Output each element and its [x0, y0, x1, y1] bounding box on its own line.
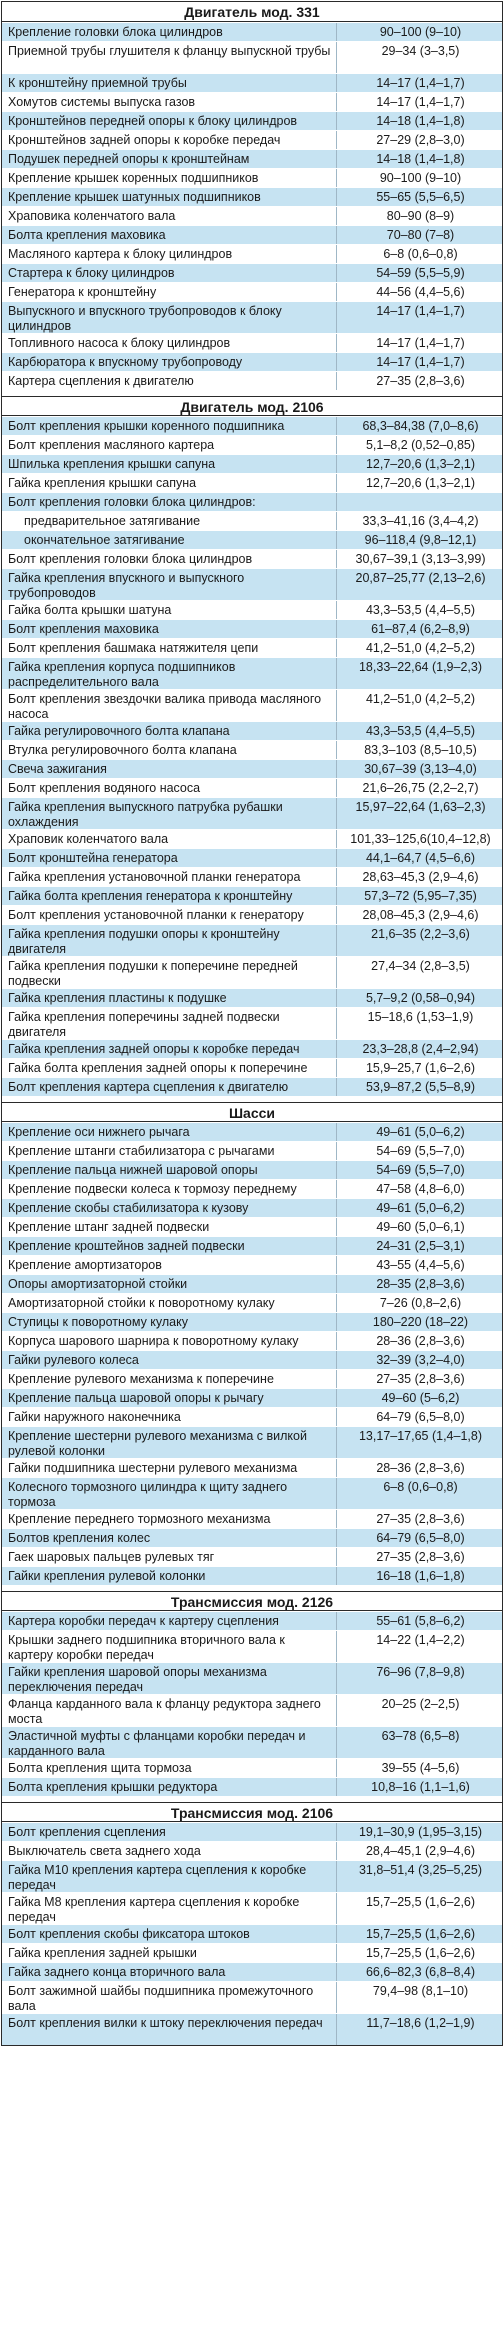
row-torque-value: 39–55 (4–5,6)	[337, 1759, 502, 1777]
table-row	[2, 371, 502, 390]
row-label: Ступицы к поворотному кулаку	[2, 1313, 337, 1331]
row-torque-value: 14–17 (1,4–1,7)	[337, 302, 502, 333]
row-label: Болта крепления маховика	[2, 226, 337, 244]
row-torque-value: 90–100 (9–10)	[337, 23, 502, 41]
row-torque-value: 19,1–30,9 (1,95–3,15)	[337, 1823, 502, 1841]
row-label: Генератора к кронштейну	[2, 283, 337, 301]
row-torque-value: 15,97–22,64 (1,63–2,3)	[337, 798, 502, 829]
table-row	[2, 600, 502, 619]
section-rows	[2, 416, 502, 1096]
table-row	[2, 848, 502, 867]
table-row	[2, 1255, 502, 1274]
row-label: Крепление крышек шатунных подшипников	[2, 188, 337, 206]
row-label: Крепление головки блока цилиндров	[2, 23, 337, 41]
row-label: Болт крепления масляного картера	[2, 436, 337, 454]
table-row	[2, 1822, 502, 1841]
row-torque-value: 44,1–64,7 (4,5–6,6)	[337, 849, 502, 867]
row-torque-value: 28,63–45,3 (2,9–4,6)	[337, 868, 502, 886]
row-label: Болт крепления маховика	[2, 620, 337, 638]
table-row	[2, 1892, 502, 1924]
row-torque-value: 41,2–51,0 (4,2–5,2)	[337, 639, 502, 657]
row-label: Топливного насоса к блоку цилиндров	[2, 334, 337, 352]
row-torque-value: 14–22 (1,4–2,2)	[337, 1631, 502, 1662]
table-row	[2, 473, 502, 492]
row-label: Болт крепления водяного насоса	[2, 779, 337, 797]
row-torque-value: 96–118,4 (9,8–12,1)	[337, 531, 502, 549]
row-torque-value: 64–79 (6,5–8,0)	[337, 1529, 502, 1547]
row-torque-value: 43,3–53,5 (4,4–5,5)	[337, 601, 502, 619]
table-row	[2, 638, 502, 657]
row-torque-value: 14–17 (1,4–1,7)	[337, 93, 502, 111]
row-torque-value: 64–79 (6,5–8,0)	[337, 1408, 502, 1426]
table-row	[2, 92, 502, 111]
table-row	[2, 22, 502, 41]
table-row	[2, 1077, 502, 1096]
row-label: Гайка крепления поперечины задней подвески двигателя	[2, 1008, 337, 1039]
row-label: Болт крепления картера сцепления к двигателю	[2, 1078, 337, 1096]
row-torque-value: 49–61 (5,0–6,2)	[337, 1123, 502, 1141]
table-row	[2, 1179, 502, 1198]
table-row	[2, 1662, 502, 1694]
row-torque-value: 33,3–41,16 (3,4–4,2)	[337, 512, 502, 530]
row-label: Крышки заднего подшипника вторичного вала к картеру коробки передач	[2, 1631, 337, 1662]
table-row	[2, 352, 502, 371]
section-rows	[2, 1122, 502, 1585]
section-rows	[2, 22, 502, 390]
row-torque-value: 27–35 (2,8–3,6)	[337, 372, 502, 390]
row-torque-value: 28–35 (2,8–3,6)	[337, 1275, 502, 1293]
row-torque-value: 180–220 (18–22)	[337, 1313, 502, 1331]
table-row	[2, 1293, 502, 1312]
row-label: Крепление рулевого механизма к поперечине	[2, 1370, 337, 1388]
section-title: Двигатель мод. 2106	[2, 396, 502, 416]
row-torque-value: 15,7–25,5 (1,6–2,6)	[337, 1925, 502, 1943]
row-torque-value: 61–87,4 (6,2–8,9)	[337, 620, 502, 638]
row-label: Болт кронштейна генератора	[2, 849, 337, 867]
table-row	[2, 657, 502, 689]
table-row	[2, 435, 502, 454]
row-label: Кронштейнов задней опоры к коробке передач	[2, 131, 337, 149]
row-torque-value: 49–60 (5–6,2)	[337, 1389, 502, 1407]
row-label: Гайки рулевого колеса	[2, 1351, 337, 1369]
table-row	[2, 130, 502, 149]
table-row	[2, 168, 502, 187]
row-label: Крепление амортизаторов	[2, 1256, 337, 1274]
table-row	[2, 988, 502, 1007]
row-label: Болт крепления башмака натяжителя цепи	[2, 639, 337, 657]
row-label: Выпускного и впускного трубопроводов к блоку цилиндров	[2, 302, 337, 333]
row-torque-value: 14–18 (1,4–1,8)	[337, 150, 502, 168]
table-row	[2, 1058, 502, 1077]
section-rows	[2, 1611, 502, 1796]
row-label: Колесного тормозного цилиндра к щиту заднего тормоза	[2, 1478, 337, 1509]
row-torque-value: 23,3–28,8 (2,4–2,94)	[337, 1040, 502, 1058]
section-title: Шасси	[2, 1102, 502, 1122]
table-row	[2, 1388, 502, 1407]
table-row	[2, 530, 502, 549]
row-label: Болт крепления звездочки валика привода масляного насоса	[2, 690, 337, 721]
row-label: Крепление скобы стабилизатора к кузову	[2, 1199, 337, 1217]
row-label: Болт крепления установочной планки к генератору	[2, 906, 337, 924]
row-label: Гайка болта крепления генератора к кронштейну	[2, 887, 337, 905]
row-torque-value: 53,9–87,2 (5,5–8,9)	[337, 1078, 502, 1096]
table-row	[2, 282, 502, 301]
row-label: Крепление штанг задней подвески	[2, 1218, 337, 1236]
row-label: Гайка крепления задней крышки	[2, 1944, 337, 1962]
row-torque-value: 43,3–53,5 (4,4–5,5)	[337, 722, 502, 740]
row-label: Храповик коленчатого вала	[2, 830, 337, 848]
row-torque-value: 55–65 (5,5–6,5)	[337, 188, 502, 206]
row-torque-value: 44–56 (4,4–5,6)	[337, 283, 502, 301]
row-label: Гайки крепления шаровой опоры механизма переключения передач	[2, 1663, 337, 1694]
table-row	[2, 1981, 502, 2013]
table-row	[2, 206, 502, 225]
row-label: Гайка крепления корпуса подшипников распределительного вала	[2, 658, 337, 689]
table-row	[2, 829, 502, 848]
row-torque-value: 79,4–98 (8,1–10)	[337, 1982, 502, 2013]
table-row	[2, 1860, 502, 1892]
table-row	[2, 1122, 502, 1141]
row-torque-value: 57,3–72 (5,95–7,35)	[337, 887, 502, 905]
row-label: Масляного картера к блоку цилиндров	[2, 245, 337, 263]
row-torque-value: 18,33–22,64 (1,9–2,3)	[337, 658, 502, 689]
row-torque-value: 5,1–8,2 (0,52–0,85)	[337, 436, 502, 454]
table-row	[2, 1566, 502, 1585]
row-torque-value: 76–96 (7,8–9,8)	[337, 1663, 502, 1694]
row-label: Болт крепления головки блока цилиндров	[2, 550, 337, 568]
row-label: Болта крепления крышки редуктора	[2, 1778, 337, 1796]
row-torque-value: 10,8–16 (1,1–1,6)	[337, 1778, 502, 1796]
table-row	[2, 1312, 502, 1331]
row-label: Эластичной муфты с фланцами коробки передач и карданного вала	[2, 1727, 337, 1758]
row-torque-value: 27–35 (2,8–3,6)	[337, 1548, 502, 1566]
table-row	[2, 568, 502, 600]
row-torque-value: 7–26 (0,8–2,6)	[337, 1294, 502, 1312]
table-row	[2, 1407, 502, 1426]
section-title: Двигатель мод. 331	[2, 2, 502, 22]
row-label: Крепление штанги стабилизатора с рычагами	[2, 1142, 337, 1160]
row-torque-value: 21,6–26,75 (2,2–2,7)	[337, 779, 502, 797]
table-row	[2, 549, 502, 568]
table-section	[2, 2, 502, 390]
section-title: Трансмиссия мод. 2126	[2, 1591, 502, 1611]
table-row	[2, 1426, 502, 1458]
table-row	[2, 1726, 502, 1758]
row-torque-value: 14–18 (1,4–1,8)	[337, 112, 502, 130]
table-row	[2, 1369, 502, 1388]
row-torque-value: 80–90 (8–9)	[337, 207, 502, 225]
section-title: Трансмиссия мод. 2106	[2, 1802, 502, 1822]
table-row	[2, 1007, 502, 1039]
row-label: Приемной трубы глушителя к фланцу выпускной трубы	[2, 42, 337, 73]
row-torque-value: 47–58 (4,8–6,0)	[337, 1180, 502, 1198]
row-torque-value: 15,9–25,7 (1,6–2,6)	[337, 1059, 502, 1077]
row-torque-value: 32–39 (3,2–4,0)	[337, 1351, 502, 1369]
row-torque-value: 12,7–20,6 (1,3–2,1)	[337, 455, 502, 473]
row-label: Гайки крепления рулевой колонки	[2, 1567, 337, 1585]
table-row	[2, 619, 502, 638]
row-label: Крепление пальца шаровой опоры к рычагу	[2, 1389, 337, 1407]
row-torque-value: 28,4–45,1 (2,9–4,6)	[337, 1842, 502, 1860]
row-torque-value: 20–25 (2–2,5)	[337, 1695, 502, 1726]
table-row	[2, 333, 502, 352]
row-label: Гайка крепления впускного и выпускного трубопроводов	[2, 569, 337, 600]
table-row	[2, 721, 502, 740]
row-label: Гайка регулировочного болта клапана	[2, 722, 337, 740]
row-torque-value: 54–59 (5,5–5,9)	[337, 264, 502, 282]
row-torque-value: 28–36 (2,8–3,6)	[337, 1332, 502, 1350]
table-row	[2, 1141, 502, 1160]
table-row	[2, 301, 502, 333]
table-row	[2, 225, 502, 244]
table-row	[2, 1777, 502, 1796]
row-label: Крепление подвески колеса к тормозу переднему	[2, 1180, 337, 1198]
table-row	[2, 454, 502, 473]
table-row	[2, 1331, 502, 1350]
table-row	[2, 492, 502, 511]
table-row	[2, 1943, 502, 1962]
table-row	[2, 1198, 502, 1217]
table-row	[2, 886, 502, 905]
row-torque-value: 20,87–25,77 (2,13–2,6)	[337, 569, 502, 600]
row-torque-value: 49–60 (5,0–6,1)	[337, 1218, 502, 1236]
row-label: Гайка М8 крепления картера сцепления к коробке передач	[2, 1893, 337, 1924]
table-row	[2, 1350, 502, 1369]
table-section	[2, 1585, 502, 1796]
table-row	[2, 759, 502, 778]
table-row	[2, 905, 502, 924]
table-section	[2, 390, 502, 1096]
table-row	[2, 1160, 502, 1179]
row-torque-value: 54–69 (5,5–7,0)	[337, 1142, 502, 1160]
table-row	[2, 111, 502, 130]
row-label: Карбюратора к впускному трубопроводу	[2, 353, 337, 371]
row-label: Гайка М10 крепления картера сцепления к коробке передач	[2, 1861, 337, 1892]
row-torque-value: 41,2–51,0 (4,2–5,2)	[337, 690, 502, 721]
row-label: Храповика коленчатого вала	[2, 207, 337, 225]
row-torque-value: 6–8 (0,6–0,8)	[337, 245, 502, 263]
row-label: Гайка болта крышки шатуна	[2, 601, 337, 619]
row-torque-value: 12,7–20,6 (1,3–2,1)	[337, 474, 502, 492]
row-label: Гайка крепления выпускного патрубка рубашки охлаждения	[2, 798, 337, 829]
table-section	[2, 1096, 502, 1585]
row-torque-value: 6–8 (0,6–0,8)	[337, 1478, 502, 1509]
table-row	[2, 1236, 502, 1255]
row-torque-value: 5,7–9,2 (0,58–0,94)	[337, 989, 502, 1007]
row-label: Крепление переднего тормозного механизма	[2, 1510, 337, 1528]
row-torque-value: 66,6–82,3 (6,8–8,4)	[337, 1963, 502, 1981]
row-torque-value: 43–55 (4,4–5,6)	[337, 1256, 502, 1274]
row-label: Кронштейнов передней опоры к блоку цилиндров	[2, 112, 337, 130]
row-torque-value: 68,3–84,38 (7,0–8,6)	[337, 417, 502, 435]
row-label: Болт крепления сцепления	[2, 1823, 337, 1841]
row-label: Болт зажимной шайбы подшипника промежуточного вала	[2, 1982, 337, 2013]
row-label: Амортизаторной стойки к поворотному кулаку	[2, 1294, 337, 1312]
row-torque-value: 27–35 (2,8–3,6)	[337, 1370, 502, 1388]
row-label: Втулка регулировочного болта клапана	[2, 741, 337, 759]
row-label: Гайка заднего конца вторичного вала	[2, 1963, 337, 1981]
row-torque-value: 24–31 (2,5–3,1)	[337, 1237, 502, 1255]
table-row	[2, 1611, 502, 1630]
row-torque-value: 16–18 (1,6–1,8)	[337, 1567, 502, 1585]
table-row	[2, 1458, 502, 1477]
row-label: предварительное затягивание	[2, 512, 337, 530]
row-label: Стартера к блоку цилиндров	[2, 264, 337, 282]
table-row	[2, 797, 502, 829]
table-row	[2, 73, 502, 92]
table-row	[2, 1841, 502, 1860]
row-label: Гайка крепления крышки сапуна	[2, 474, 337, 492]
row-torque-value: 101,33–125,6(10,4–12,8)	[337, 830, 502, 848]
row-label: Болт крепления головки блока цилиндров:	[2, 493, 337, 511]
row-label: Крепление кроштейнов задней подвески	[2, 1237, 337, 1255]
row-label: Гайки наружного наконечника	[2, 1408, 337, 1426]
row-torque-value: 55–61 (5,8–6,2)	[337, 1612, 502, 1630]
table-row	[2, 956, 502, 988]
row-label: Гаек шаровых пальцев рулевых тяг	[2, 1548, 337, 1566]
row-torque-value: 11,7–18,6 (1,2–1,9)	[337, 2014, 502, 2045]
table-section	[2, 1796, 502, 2045]
row-label: Болтов крепления колес	[2, 1529, 337, 1547]
table-row	[2, 1758, 502, 1777]
row-label: Гайка болта крепления задней опоры к поперечине	[2, 1059, 337, 1077]
row-label: Крепление оси нижнего рычага	[2, 1123, 337, 1141]
table-row	[2, 149, 502, 168]
row-label: Подушек передней опоры к кронштейнам	[2, 150, 337, 168]
row-label: Гайка крепления задней опоры к коробке передач	[2, 1040, 337, 1058]
row-torque-value: 14–17 (1,4–1,7)	[337, 353, 502, 371]
row-label: Фланца карданного вала к фланцу редуктора заднего моста	[2, 1695, 337, 1726]
row-torque-value: 14–17 (1,4–1,7)	[337, 74, 502, 92]
row-torque-value: 30,67–39,1 (3,13–3,99)	[337, 550, 502, 568]
row-label: Гайки подшипника шестерни рулевого механизма	[2, 1459, 337, 1477]
row-torque-value: 70–80 (7–8)	[337, 226, 502, 244]
table-row	[2, 1962, 502, 1981]
row-torque-value: 29–34 (3–3,5)	[337, 42, 502, 73]
row-torque-value: 15,7–25,5 (1,6–2,6)	[337, 1944, 502, 1962]
table-row	[2, 1694, 502, 1726]
table-row	[2, 1630, 502, 1662]
table-row	[2, 41, 502, 73]
row-torque-value: 27,4–34 (2,8–3,5)	[337, 957, 502, 988]
row-torque-value: 21,6–35 (2,2–3,6)	[337, 925, 502, 956]
table-row	[2, 740, 502, 759]
row-label: Картера сцепления к двигателю	[2, 372, 337, 390]
row-torque-value: 63–78 (6,5–8)	[337, 1727, 502, 1758]
row-torque-value: 49–61 (5,0–6,2)	[337, 1199, 502, 1217]
row-torque-value: 27–35 (2,8–3,6)	[337, 1510, 502, 1528]
table-row	[2, 1924, 502, 1943]
table-row	[2, 924, 502, 956]
row-torque-value: 28–36 (2,8–3,6)	[337, 1459, 502, 1477]
row-label: Выключатель света заднего хода	[2, 1842, 337, 1860]
row-torque-value: 13,17–17,65 (1,4–1,8)	[337, 1427, 502, 1458]
table-row	[2, 1509, 502, 1528]
row-label: Гайка крепления подушки к поперечине передней подвески	[2, 957, 337, 988]
row-label: Крепление пальца нижней шаровой опоры	[2, 1161, 337, 1179]
row-label: Картера коробки передач к картеру сцепления	[2, 1612, 337, 1630]
row-label: Корпуса шарового шарнира к поворотному кулаку	[2, 1332, 337, 1350]
table-row	[2, 2013, 502, 2045]
section-rows	[2, 1822, 502, 2045]
row-torque-value: 28,08–45,3 (2,9–4,6)	[337, 906, 502, 924]
table-row	[2, 1477, 502, 1509]
row-label: Болт крепления крышки коренного подшипника	[2, 417, 337, 435]
row-torque-value: 54–69 (5,5–7,0)	[337, 1161, 502, 1179]
table-row	[2, 1274, 502, 1293]
row-label: К кронштейну приемной трубы	[2, 74, 337, 92]
table-row	[2, 867, 502, 886]
row-label: Гайка крепления подушки опоры к кронштейну двигателя	[2, 925, 337, 956]
row-label: окончательное затягивание	[2, 531, 337, 549]
row-label: Шпилька крепления крышки сапуна	[2, 455, 337, 473]
row-label: Болт крепления вилки к штоку переключения передач	[2, 2014, 337, 2045]
row-label: Хомутов системы выпуска газов	[2, 93, 337, 111]
row-torque-value: 31,8–51,4 (3,25–5,25)	[337, 1861, 502, 1892]
row-torque-value: 15–18,6 (1,53–1,9)	[337, 1008, 502, 1039]
row-label: Крепление шестерни рулевого механизма с вилкой рулевой колонки	[2, 1427, 337, 1458]
row-torque-value	[337, 493, 502, 511]
row-label: Болта крепления щита тормоза	[2, 1759, 337, 1777]
table-row	[2, 778, 502, 797]
row-label: Гайка крепления пластины к подушке	[2, 989, 337, 1007]
table-row	[2, 187, 502, 206]
table-row	[2, 1528, 502, 1547]
row-label: Болт крепления скобы фиксатора штоков	[2, 1925, 337, 1943]
table-row	[2, 244, 502, 263]
table-row	[2, 416, 502, 435]
row-label: Опоры амортизаторной стойки	[2, 1275, 337, 1293]
row-torque-value: 14–17 (1,4–1,7)	[337, 334, 502, 352]
table-row	[2, 689, 502, 721]
row-torque-value: 83,3–103 (8,5–10,5)	[337, 741, 502, 759]
torque-table	[1, 1, 503, 2046]
row-torque-value: 15,7–25,5 (1,6–2,6)	[337, 1893, 502, 1924]
table-row	[2, 1547, 502, 1566]
table-row	[2, 1217, 502, 1236]
row-label: Крепление крышек коренных подшипников	[2, 169, 337, 187]
row-label: Свеча зажигания	[2, 760, 337, 778]
table-row	[2, 511, 502, 530]
table-row	[2, 263, 502, 282]
row-torque-value: 30,67–39 (3,13–4,0)	[337, 760, 502, 778]
row-torque-value: 90–100 (9–10)	[337, 169, 502, 187]
row-label: Гайка крепления установочной планки генератора	[2, 868, 337, 886]
row-torque-value: 27–29 (2,8–3,0)	[337, 131, 502, 149]
table-row	[2, 1039, 502, 1058]
